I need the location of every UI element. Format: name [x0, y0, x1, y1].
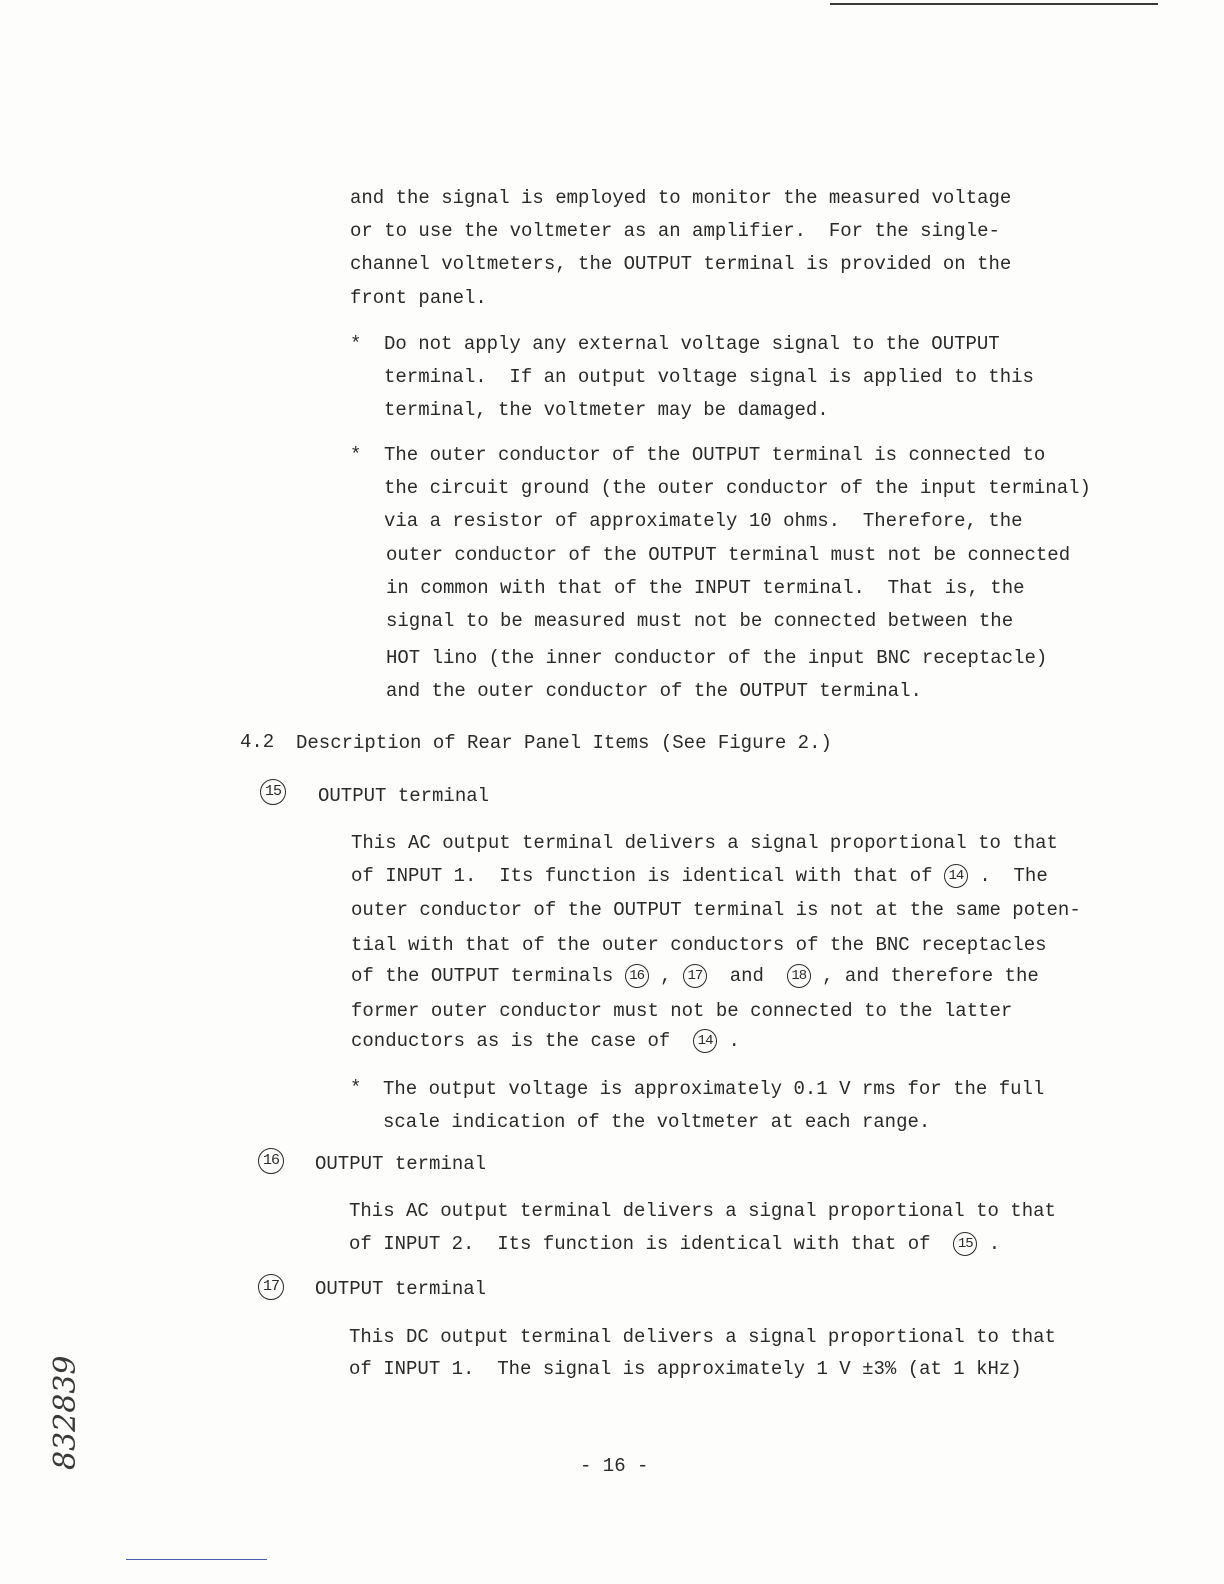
item-line: [351, 864, 1048, 888]
circled-number-16: 16: [258, 1148, 284, 1174]
note-line: signal to be measured must not be connected between the: [386, 610, 1014, 632]
note-line: scale indication of the voltmeter at each range.: [383, 1111, 931, 1133]
item-line: [351, 964, 1039, 988]
item-line: former outer conductor must not be connected to the latter: [351, 1000, 1013, 1022]
handwritten-margin-note: 832839: [48, 1355, 83, 1470]
text-span: and: [729, 965, 764, 988]
item-heading: OUTPUT terminal: [315, 1153, 487, 1175]
para-line: or to use the voltmeter as an amplifier. For the single-: [350, 220, 1000, 242]
para-line: front panel.: [350, 287, 487, 309]
text-span: of INPUT 2. Its function is identical with that of: [349, 1233, 931, 1256]
note-line: and the outer conductor of the OUTPUT terminal.: [386, 680, 922, 702]
circled-ref-18: 18: [787, 964, 811, 988]
item-line: This AC output terminal delivers a signal proportional to that: [349, 1200, 1056, 1222]
note-line: the circuit ground (the outer conductor of the input terminal): [384, 477, 1091, 499]
note-line: outer conductor of the OUTPUT terminal must not be connected: [386, 544, 1071, 566]
text-span: , and therefore the: [822, 965, 1039, 988]
text-span: .: [728, 1030, 740, 1053]
page-number: - 16 -: [580, 1455, 649, 1477]
item-line: [351, 1029, 740, 1053]
circled-ref-14: 14: [944, 864, 968, 888]
text-span: of INPUT 1. Its function is identical with that of: [351, 865, 933, 888]
section-number: 4.2: [240, 731, 275, 753]
note-bullet: *: [350, 1077, 362, 1099]
circled-number-15: 15: [260, 779, 286, 805]
circled-ref-17: 17: [683, 964, 707, 988]
text-span: of the OUTPUT terminals: [351, 965, 614, 988]
note-line: in common with that of the INPUT terminal. That is, the: [386, 577, 1025, 599]
para-line: channel voltmeters, the OUTPUT terminal is provided on the: [350, 253, 1012, 275]
text-span: . The: [979, 865, 1048, 888]
note-line: HOT lino (the inner conductor of the input BNC receptacle): [386, 647, 1048, 669]
note-line: terminal. If an output voltage signal is applied to this: [384, 366, 1034, 388]
item-line: outer conductor of the OUTPUT terminal is not at the same poten-: [351, 899, 1081, 921]
text-span: conductors as is the case of: [351, 1030, 671, 1053]
note-line: terminal, the voltmeter may be damaged.: [384, 399, 829, 421]
item-marker: [258, 1274, 284, 1300]
circled-ref-16: 16: [625, 964, 649, 988]
note-line: The outer conductor of the OUTPUT terminal is connected to: [384, 444, 1046, 466]
top-rule: [830, 3, 1158, 5]
item-line: This DC output terminal delivers a signal proportional to that: [349, 1326, 1056, 1348]
note-bullet: *: [350, 444, 362, 466]
item-marker: [258, 1148, 284, 1174]
circled-number-17: 17: [258, 1274, 284, 1300]
item-line: [349, 1232, 1000, 1256]
text-span: ,: [660, 965, 672, 988]
note-bullet: *: [350, 333, 362, 355]
para-line: and the signal is employed to monitor the measured voltage: [350, 187, 1012, 209]
item-line: This AC output terminal delivers a signal proportional to that: [351, 832, 1058, 854]
item-line: tial with that of the outer conductors of the BNC receptacles: [351, 934, 1047, 956]
circled-ref-14: 14: [693, 1029, 717, 1053]
item-marker: [260, 779, 286, 805]
note-line: Do not apply any external voltage signal to the OUTPUT: [384, 333, 1000, 355]
item-line: of INPUT 1. The signal is approximately 1 V ±3% (at 1 kHz): [349, 1358, 1022, 1380]
note-line: via a resistor of approximately 10 ohms. Therefore, the: [384, 510, 1023, 532]
section-title: Description of Rear Panel Items (See Figure 2.): [296, 732, 832, 754]
text-span: .: [988, 1233, 1001, 1256]
item-heading: OUTPUT terminal: [315, 1278, 487, 1300]
item-heading: OUTPUT terminal: [318, 785, 490, 807]
circled-ref-15: 15: [953, 1232, 977, 1256]
note-line: The output voltage is approximately 0.1 V rms for the full: [383, 1078, 1045, 1100]
bottom-rule: [126, 1559, 267, 1560]
